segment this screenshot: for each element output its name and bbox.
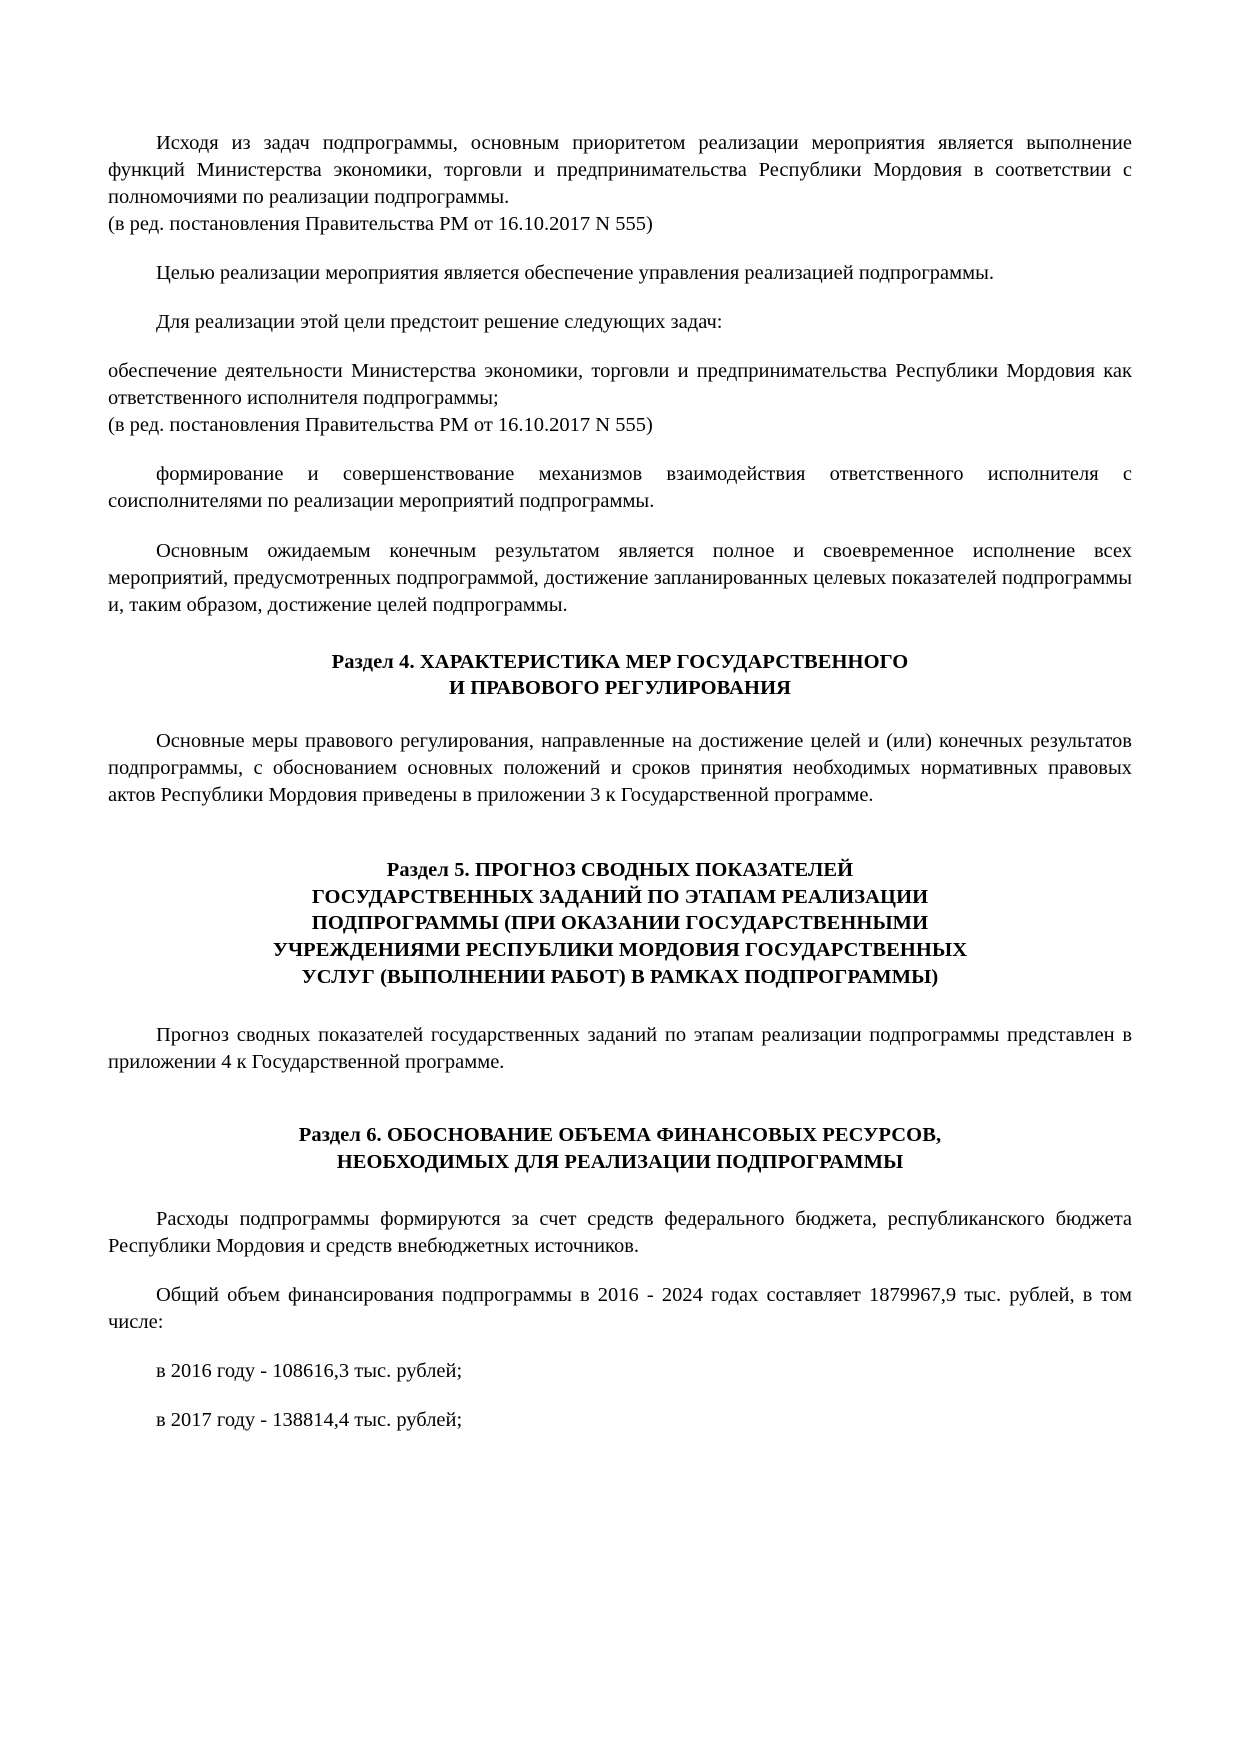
spacer (108, 287, 1132, 309)
spacer (108, 336, 1132, 358)
spacer (108, 1385, 1132, 1407)
section-5-heading-line-5: УСЛУГ (ВЫПОЛНЕНИИ РАБОТ) В РАМКАХ ПОДПРОГРАММЫ) (301, 965, 939, 988)
paragraph-goal: Целью реализации мероприятия является обеспечение управления реализацией подпрограммы. (156, 262, 994, 285)
section-5-heading-line-4: УЧРЕЖДЕНИЯМИ РЕСПУБЛИКИ МОРДОВИЯ ГОСУДАРСТВЕННЫХ (272, 939, 968, 961)
spacer (108, 439, 1132, 461)
paragraph-task-2: формирование и совершенствование механизмов взаимодействия ответственного исполнителя с соисполнителями по реализации мероприятий подпрограммы. (108, 463, 1132, 513)
section-6-heading-line-2: НЕОБХОДИМЫХ ДЛЯ РЕАЛИЗАЦИИ ПОДПРОГРАММЫ (336, 1151, 904, 1174)
section-6-heading (108, 1122, 1132, 1175)
section-5-body: Прогноз сводных показателей государственных заданий по этапам реализации подпрограммы представлен в приложении 4 к Государственной программе. (108, 1024, 1132, 1074)
section-6-body-2: Общий объем финансирования подпрограммы в 2016 - 2024 годах составляет 1879967,9 тыс. рублей, в том числе: (108, 1283, 1132, 1333)
paragraph-tasks-intro: Для реализации этой цели предстоит решение следующих задач: (156, 311, 723, 334)
section-4-heading (108, 649, 1132, 702)
section-4-heading-line-1: Раздел 4. ХАРАКТЕРИСТИКА МЕР ГОСУДАРСТВЕННОГО (331, 650, 909, 673)
spacer (108, 1260, 1132, 1282)
section-6-heading-line-1: Раздел 6. ОБОСНОВАНИЕ ОБЪЕМА ФИНАНСОВЫХ РЕСУРСОВ, (298, 1124, 942, 1147)
funding-item-2016: в 2016 году - 108616,3 тыс. рублей; (156, 1359, 463, 1382)
section-5-heading-line-1: Раздел 5. ПРОГНОЗ СВОДНЫХ ПОКАЗАТЕЛЕЙ (386, 859, 854, 882)
section-4-body: Основные меры правового регулирования, направленные на достижение целей и (или) конечных результатов подпрограммы, с обоснованием основных положений и сроков принятия необходимых нормативных правовых актов Республики Мордовия приведены в приложении 3 к Государственной программе. (108, 729, 1132, 807)
document-body (108, 130, 1132, 1434)
section-5-heading (108, 857, 1132, 990)
paragraph-expected-result: Основным ожидаемым конечным результатом является полное и своевременное исполнение всех мероприятий, предусмотренных подпрограммой, достижение запланированных целевых показателей подпрограммы и, таким образом, достижение целей подпрограммы. (108, 539, 1132, 616)
amendment-reference-1: (в ред. постановления Правительства РМ от 16.10.2017 N 555) (108, 213, 653, 236)
section-5-heading-line-3: ПОДПРОГРАММЫ (ПРИ ОКАЗАНИИ ГОСУДАРСТВЕННЫМИ (311, 912, 929, 935)
spacer (108, 1336, 1132, 1358)
section-4-heading-line-2: И ПРАВОВОГО РЕГУЛИРОВАНИЯ (448, 677, 792, 700)
spacer (108, 238, 1132, 260)
paragraph-priority: Исходя из задач подпрограммы, основным приоритетом реализации мероприятия является выполнение функций Министерства экономики, торговли и предпринимательства Республики Мордовия в соответствии с полномочиями по реализации подпрограммы. (108, 132, 1132, 209)
section-5-heading-line-2: ГОСУДАРСТВЕННЫХ ЗАДАНИЙ ПО ЭТАПАМ РЕАЛИЗАЦИИ (311, 885, 929, 908)
spacer (108, 516, 1132, 538)
amendment-reference-2: (в ред. постановления Правительства РМ от 16.10.2017 N 555) (108, 414, 653, 437)
paragraph-task-1: обеспечение деятельности Министерства экономики, торговли и предпринимательства Республики Мордовия как ответственного исполнителя подпрограммы; (108, 360, 1132, 410)
section-6-body-1: Расходы подпрограммы формируются за счет средств федерального бюджета, республиканского бюджета Республики Мордовия и средств внебюджетных источников. (108, 1207, 1132, 1257)
funding-item-2017: в 2017 году - 138814,4 тыс. рублей; (156, 1408, 463, 1431)
